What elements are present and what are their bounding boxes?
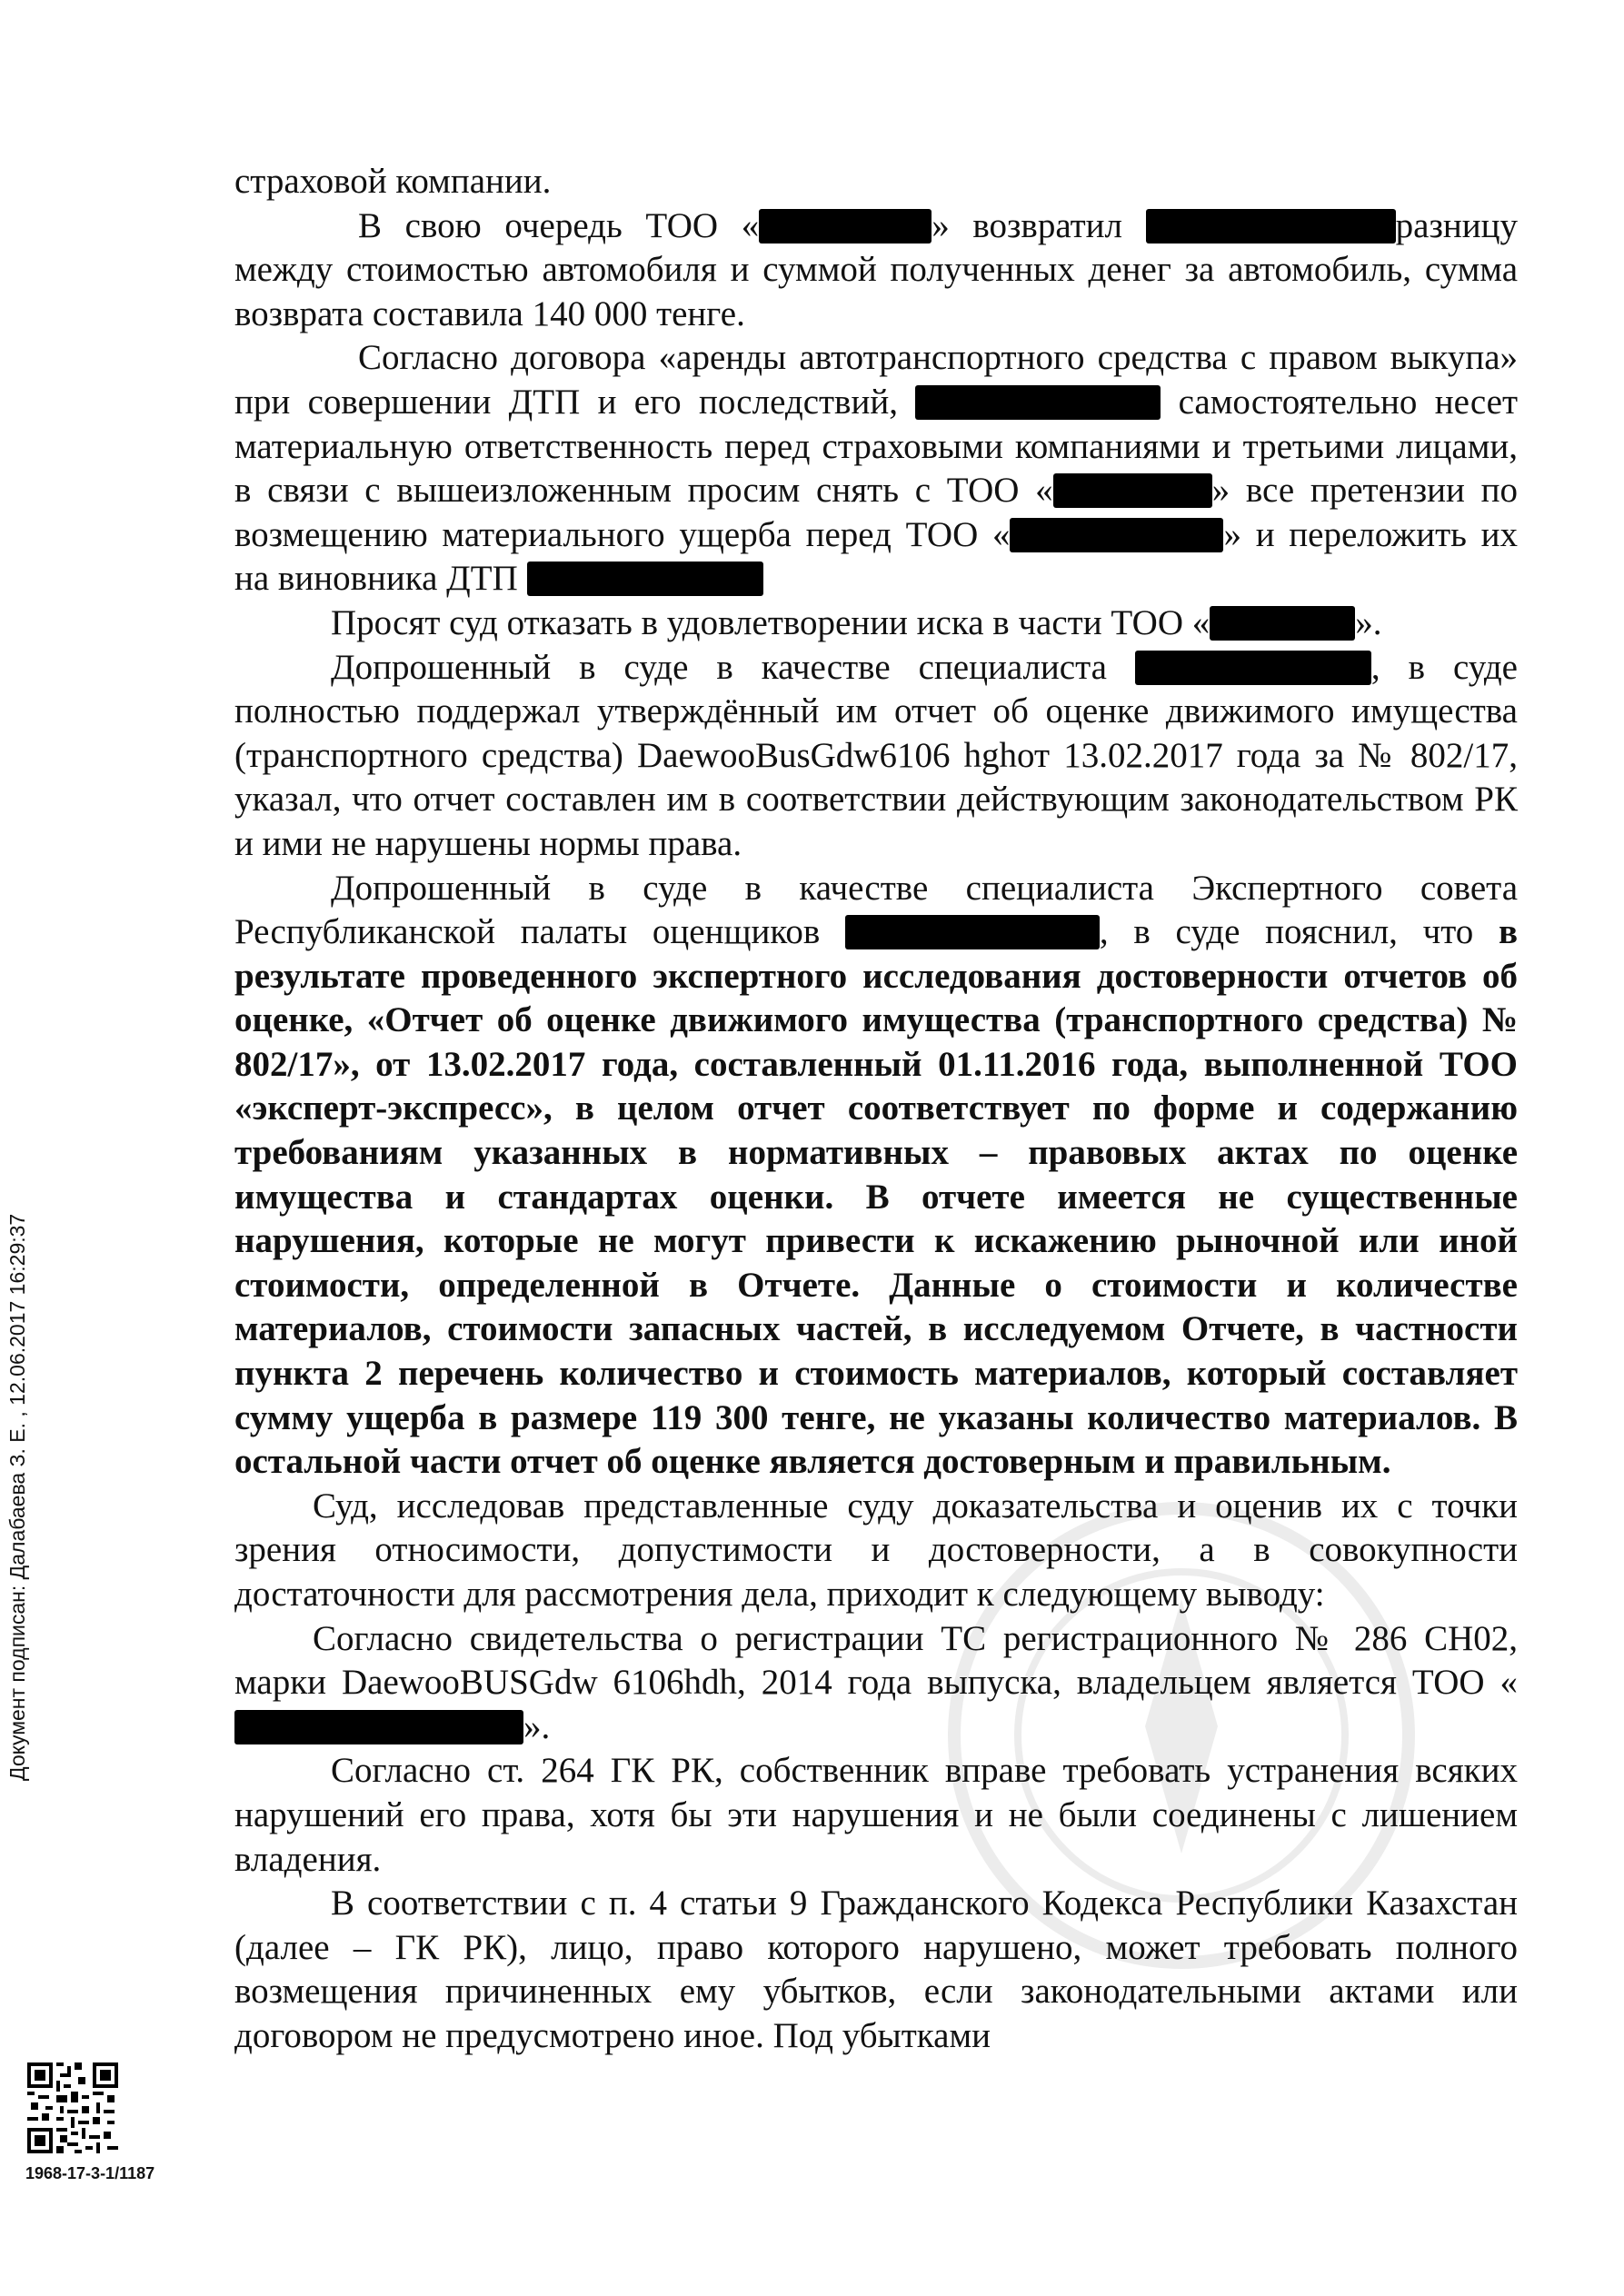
paragraph-3: Согласно договора «аренды автотранспортного средства с правом выкупа» при совершении ДТП и его последствий, самостоятельно несет материальную ответственность перед страховыми компаниями и третьими лицами, в связи с вышеизложенным просим снять с ТОО « » все претензии по возмещению материального ущерба перед ТОО « » и переложить их на виновника ДТП bbox=[234, 338, 1519, 599]
redaction-block bbox=[527, 562, 763, 596]
paragraph-10: В соответствии с п. 4 статьи 9 Гражданского Кодекса Республики Казахстан (далее – ГК РК), лицо, право которого нарушено, может требовать полного возмещения причиненных ему убытков, если законодательными актами или договором не предусмотрено иное. Под убытками bbox=[234, 1884, 1518, 2055]
document-body bbox=[234, 160, 1518, 2059]
qr-code-icon bbox=[27, 2062, 118, 2153]
redaction-block bbox=[234, 1710, 523, 1744]
redaction-block bbox=[1135, 651, 1371, 685]
redaction-block bbox=[845, 915, 1100, 949]
paragraph-9: Согласно ст. 264 ГК РК, собственник вправе требовать устранения всяких нарушений его права, хотя бы эти нарушения и не были соединены с лишением владения. bbox=[234, 1751, 1518, 1879]
paragraph-7: Суд, исследовав представленные суду доказательства и оценив их с точки зрения относимости, допустимости и достоверности, а в совокупности достаточности для рассмотрения дела, приходит к следующему выводу: bbox=[234, 1486, 1518, 1614]
paragraph-2: В свою очередь ТОО « » возвратил разницу между стоимостью автомобиля и суммой полученных денег за автомобиль, сумма возврата составила 140 000 тенге. bbox=[234, 205, 1518, 333]
paragraph-5: Допрошенный в суде в качестве специалиста , в суде полностью поддержал утверждённый им отчет об оценке движимого имущества (транспортного средства) DaewooBusGdw6106 hghот 13.02.2017 года за № 802/17, указал, что отчет составлен им в соответствии действующим законодательством РК и ими не нарушены нормы права. bbox=[234, 647, 1518, 863]
redaction-block bbox=[1010, 518, 1223, 552]
redaction-block bbox=[759, 209, 932, 244]
paragraph-6: Допрошенный в суде в качестве специалиста Экспертного совета Республиканской палаты оценщиков , в суде пояснил, что в результате проведенного экспертного исследования достоверности отчетов об оценке, «Отчет об оценке движимого имущества (транспортного средства) № 802/17», от 13.02.2017 года, составленный 01.11.2016 года, выполненной ТОО «эксперт-экспресс», в целом отчет соответствует по форме и содержанию требованиям указанных в нормативных – правовых актах по оценке имущества и стандартах оценки. В отчете имеется не существенные нарушения, которые не могут привести к искажению рыночной или иной стоимости, определенной в Отчете. Данные о стоимости и количестве материалов, стоимости запасных частей, в исследуемом Отчете, в частности пункта 2 перечень количество и стоимость материалов, который составляет сумму ущерба в размере 119 300 тенге, не указаны количество материалов. В остальной части отчет об оценке является достоверным и правильным. bbox=[234, 868, 1518, 1482]
signature-stamp: Документ подписан: Далабаева З. Е. , 12.06.2017 16:29:37 bbox=[5, 1213, 29, 1781]
redaction-block bbox=[1210, 606, 1355, 641]
redaction-block bbox=[1053, 473, 1212, 508]
document-number: 1968-17-3-1/1187 bbox=[25, 2164, 155, 2182]
paragraph-4: Просят суд отказать в удовлетворении иска в части ТОО « ». bbox=[331, 602, 1382, 642]
paragraph-1: страховой компании. bbox=[234, 162, 552, 201]
redaction-block bbox=[915, 385, 1161, 420]
redaction-block bbox=[1146, 209, 1396, 244]
paragraph-8: Согласно свидетельства о регистрации ТС регистрационного № 286 СН02, марки DaewooBUSGdw 6106hdh, 2014 года выпуска, владельцем является ТОО «». bbox=[234, 1618, 1518, 1746]
